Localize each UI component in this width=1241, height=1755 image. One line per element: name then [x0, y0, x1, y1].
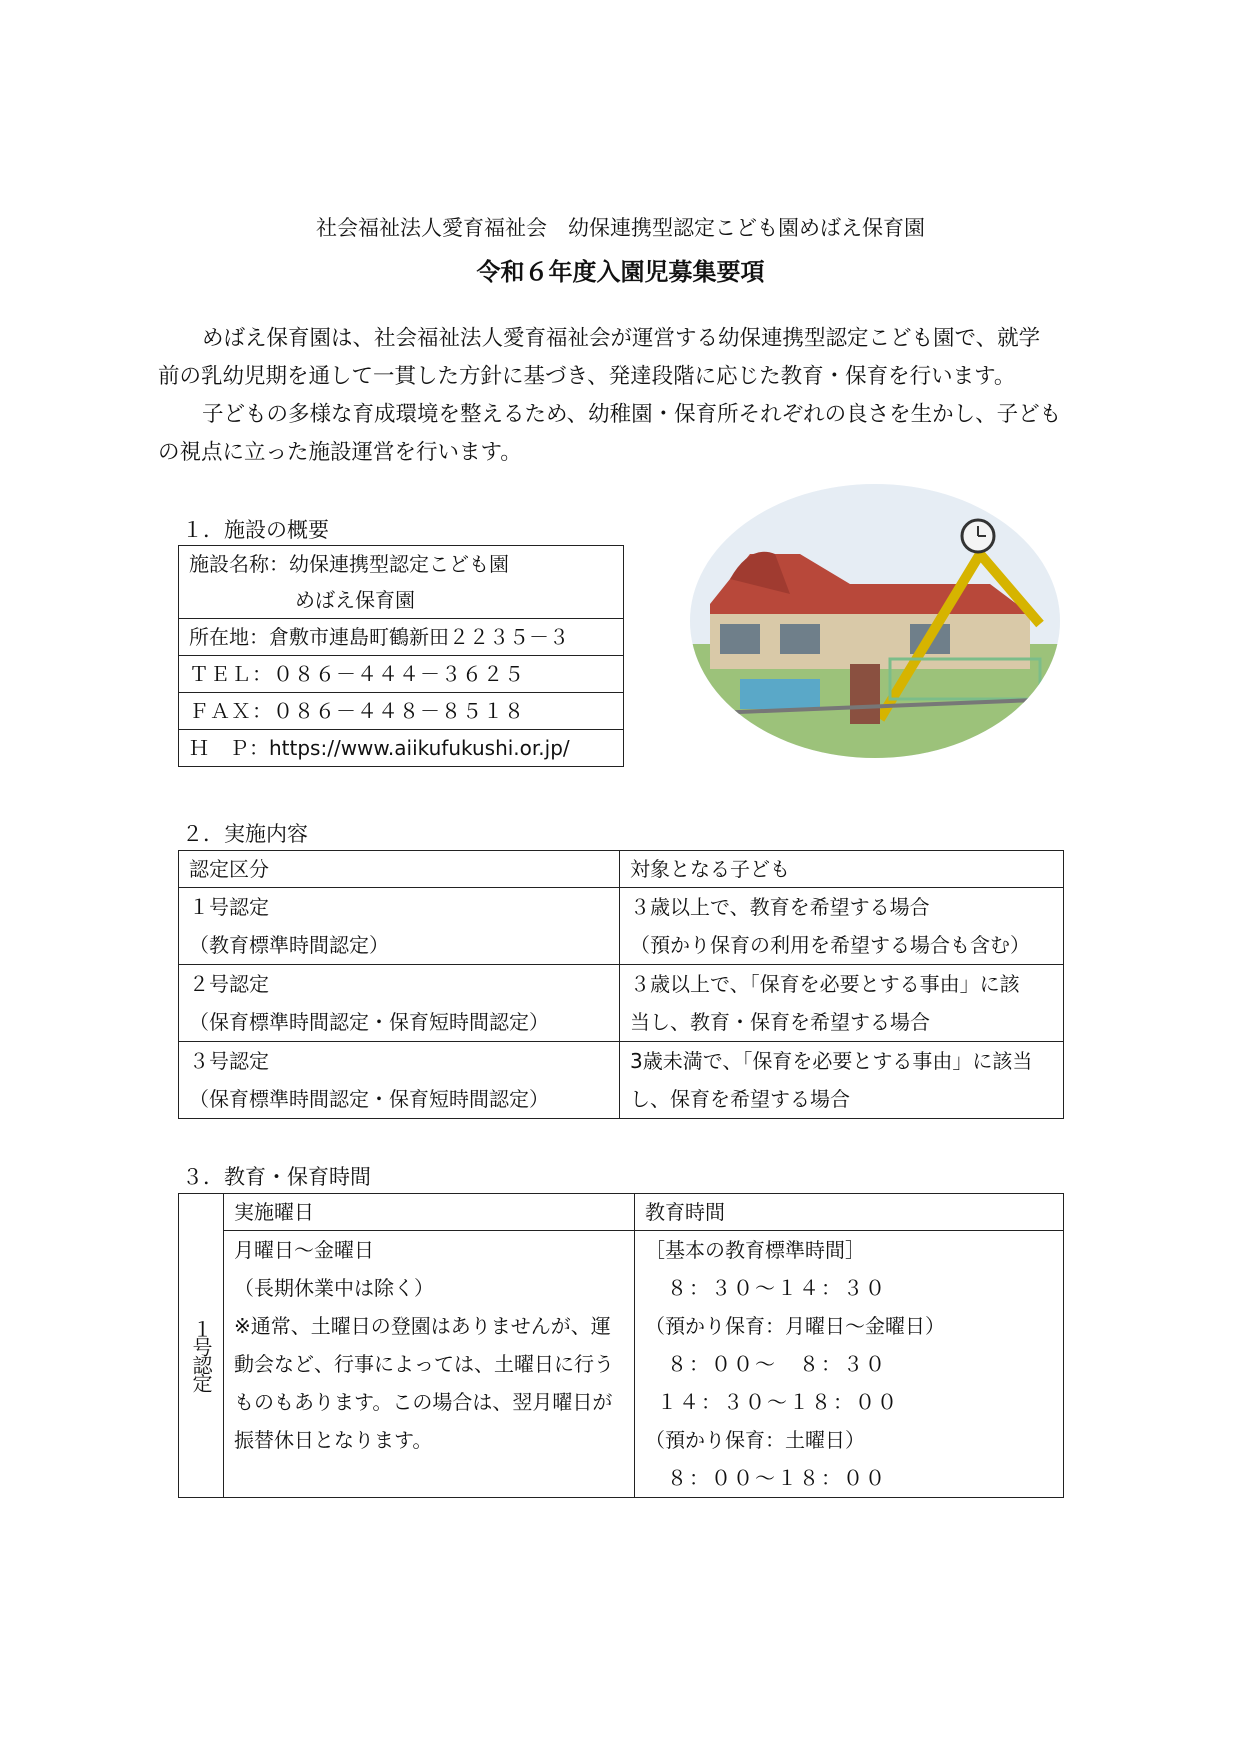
header-cell: 対象となる子ども — [620, 851, 1064, 888]
times-line: （預かり保育：土曜日） — [645, 1428, 865, 1452]
days-line: 振替休日となります。 — [234, 1428, 433, 1452]
times-line: ８：００～１８：００ — [645, 1466, 887, 1490]
times-line: （預かり保育：月曜日～金曜日） — [645, 1314, 945, 1338]
intro-text — [158, 320, 1070, 472]
intro-paragraph-2 — [158, 396, 1070, 472]
table-header-row — [179, 851, 1064, 888]
table-row — [179, 1231, 1064, 1498]
times-line: ８：３０～１４：３０ — [645, 1276, 887, 1300]
times-line: ８：００～ ８：３０ — [645, 1352, 887, 1376]
page-title: 令和６年度入園児募集要項 — [476, 258, 765, 286]
hp-cell: Ｈ Ｐ：https://www.aiikufukushi.or.jp/ — [179, 730, 624, 767]
cert-cell — [179, 888, 620, 965]
times-line: ［基本の教育標準時間］ — [645, 1238, 865, 1262]
table-header-row — [179, 1194, 1064, 1231]
cert-note: （教育標準時間認定） — [189, 933, 389, 957]
hours-table — [178, 1193, 1064, 1498]
days-line: （長期休業中は除く） — [234, 1276, 434, 1300]
section1-heading: １．施設の概要 — [182, 518, 329, 542]
org-subtitle: 社会福祉法人愛育福祉会 幼保連携型認定こども園めばえ保育園 — [316, 216, 925, 240]
table-row — [179, 888, 1064, 965]
facility-table — [178, 545, 624, 767]
intro-line: めばえ保育園は、社会福祉法人愛育福祉会が運営する幼保連携型認定こども園で、就学 — [202, 326, 1041, 351]
intro-line: 子どもの多様な育成環境を整えるため、幼稚園・保育所それぞれの良さを生かし、子ども — [202, 402, 1062, 427]
header-cell: 教育時間 — [635, 1194, 1064, 1231]
cert-note: （保育標準時間認定・保育短時間認定） — [189, 1087, 549, 1111]
header-cell: 認定区分 — [179, 851, 620, 888]
section3-heading: ３．教育・保育時間 — [182, 1165, 371, 1189]
cert-type: ３号認定 — [189, 1049, 269, 1073]
intro-line: の視点に立った施設運営を行います。 — [158, 440, 522, 465]
target-line: 当し、教育・保育を希望する場合 — [630, 1010, 930, 1034]
cert-cell — [179, 965, 620, 1042]
intro-paragraph-1 — [158, 320, 1070, 396]
times-line: １４：３０～１８：００ — [657, 1390, 899, 1414]
tel-cell: ＴＥＬ：０８６－４４４－３６２５ — [179, 656, 624, 693]
cert-cell — [179, 1042, 620, 1119]
building-illustration — [690, 484, 1060, 758]
cert-type: ２号認定 — [189, 972, 269, 996]
side-label-cell — [179, 1194, 224, 1498]
target-line: ３歳以上で、「保育を必要とする事由」に該 — [630, 972, 1020, 996]
target-line: 3歳未満で、「保育を必要とする事由」に該当 — [630, 1049, 1033, 1073]
building-photo — [690, 484, 1060, 758]
times-cell — [635, 1231, 1064, 1498]
days-line: ※通常、土曜日の登園はありませんが、運 — [234, 1314, 611, 1338]
days-line: ものもあります。この場合は、翌月曜日が — [234, 1390, 613, 1414]
days-line: 動会など、行事によっては、土曜日に行う — [234, 1352, 614, 1376]
address-cell: 所在地：倉敷市連島町鶴新田２２３５－３ — [179, 619, 624, 656]
facility-name-cell — [179, 546, 624, 619]
target-cell — [620, 1042, 1064, 1119]
days-cell — [224, 1231, 635, 1498]
table-row — [179, 1042, 1064, 1119]
target-cell — [620, 965, 1064, 1042]
header-cell: 実施曜日 — [224, 1194, 635, 1231]
certification-table — [178, 850, 1064, 1119]
side-label: １号認定 — [189, 1318, 213, 1391]
facility-name-2: めばえ保育園 — [295, 588, 415, 612]
target-line: ３歳以上で、教育を希望する場合 — [630, 895, 930, 919]
section2-heading: ２．実施内容 — [182, 822, 308, 846]
target-line: し、保育を希望する場合 — [630, 1087, 850, 1111]
intro-line: 前の乳幼児期を通して一貫した方針に基づき、発達段階に応じた教育・保育を行います。 — [158, 364, 1016, 389]
fax-cell: ＦＡＸ：０８６－４４８－８５１８ — [179, 693, 624, 730]
cert-type: １号認定 — [189, 895, 269, 919]
table-row — [179, 965, 1064, 1042]
target-line: （預かり保育の利用を希望する場合も含む） — [630, 933, 1030, 957]
days-line: 月曜日～金曜日 — [234, 1238, 374, 1262]
target-cell — [620, 888, 1064, 965]
facility-name: 施設名称：幼保連携型認定こども園 — [189, 552, 509, 576]
cert-note: （保育標準時間認定・保育短時間認定） — [189, 1010, 549, 1034]
